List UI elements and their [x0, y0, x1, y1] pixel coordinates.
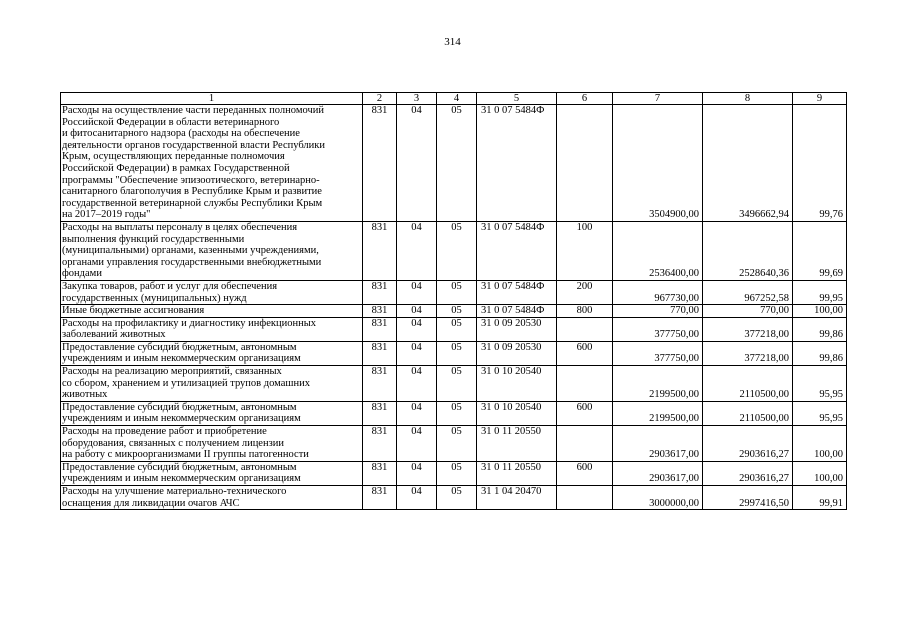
cell-admin-code: 831 [363, 426, 397, 462]
cell-subsection: 05 [437, 486, 477, 510]
cell-executed: 2110500,00 [703, 401, 793, 425]
cell-description [61, 280, 363, 304]
cell-percent: 99,91 [793, 486, 847, 510]
cell-subsection: 05 [437, 461, 477, 485]
description-line: фондами [62, 268, 102, 280]
cell-section: 04 [397, 366, 437, 402]
cell-subsection: 05 [437, 341, 477, 365]
cell-subsection: 05 [437, 317, 477, 341]
page-number: 314 [444, 36, 461, 48]
description-line: выполнения функций государственными [62, 233, 245, 245]
cell-approved: 770,00 [613, 305, 703, 318]
cell-section: 04 [397, 486, 437, 510]
description-line: Крым, осуществляющих переданные полномочия [62, 151, 285, 163]
cell-target-article: 31 0 07 5484Ф [477, 280, 557, 304]
description-line: деятельности органов государственной власти Республики [62, 139, 325, 151]
cell-description [61, 317, 363, 341]
description-line: оснащения для ликвидации очагов АЧС [62, 497, 240, 509]
cell-expense-type: 600 [557, 401, 613, 425]
cell-description [61, 341, 363, 365]
description-line: Расходы на улучшение материально-технического [62, 486, 287, 497]
description-line: Российской Федерации) в рамках Государственной [62, 162, 290, 174]
cell-target-article: 31 1 04 20470 [477, 486, 557, 510]
cell-admin-code: 831 [363, 401, 397, 425]
cell-subsection: 05 [437, 426, 477, 462]
cell-section: 04 [397, 426, 437, 462]
cell-target-article: 31 0 10 20540 [477, 366, 557, 402]
cell-expense-type: 600 [557, 341, 613, 365]
cell-approved: 377750,00 [613, 317, 703, 341]
cell-approved: 3504900,00 [613, 105, 703, 222]
cell-section: 04 [397, 221, 437, 280]
table-row [61, 366, 847, 402]
cell-section: 04 [397, 401, 437, 425]
column-header-9: 9 [793, 93, 847, 105]
cell-approved: 2903617,00 [613, 461, 703, 485]
cell-subsection: 05 [437, 280, 477, 304]
cell-approved: 967730,00 [613, 280, 703, 304]
cell-percent: 99,95 [793, 280, 847, 304]
cell-subsection: 05 [437, 221, 477, 280]
cell-target-article: 31 0 09 20530 [477, 341, 557, 365]
description-line: на 2017–2019 годы" [62, 209, 151, 221]
table-row [61, 426, 847, 462]
description-line: Предоставление субсидий бюджетным, автономным [62, 341, 297, 353]
header-row [61, 93, 847, 105]
cell-section: 04 [397, 305, 437, 318]
cell-expense-type [557, 426, 613, 462]
cell-percent: 99,86 [793, 317, 847, 341]
column-header-2: 2 [363, 93, 397, 105]
description-line: органами управления государственными внебюджетными [62, 256, 322, 268]
cell-subsection: 05 [437, 305, 477, 318]
budget-table [60, 92, 847, 510]
cell-expense-type: 200 [557, 280, 613, 304]
column-header-1: 1 [61, 93, 363, 105]
cell-approved: 2199500,00 [613, 366, 703, 402]
column-header-3: 3 [397, 93, 437, 105]
cell-executed: 2997416,50 [703, 486, 793, 510]
table-row [61, 486, 847, 510]
description-line: учреждениям и иным некоммерческим организациям [62, 353, 301, 365]
description-line: учреждениям и иным некоммерческим организациям [62, 473, 301, 485]
column-header-5: 5 [477, 93, 557, 105]
cell-approved: 2199500,00 [613, 401, 703, 425]
cell-expense-type [557, 486, 613, 510]
description-line: Расходы на проведение работ и приобретение [62, 426, 267, 438]
cell-description [61, 105, 363, 222]
description-line: Предоставление субсидий бюджетным, автономным [62, 461, 297, 473]
cell-section: 04 [397, 280, 437, 304]
description-line: государственной ветеринарной службы Республики Крым [62, 197, 323, 209]
cell-executed: 377218,00 [703, 317, 793, 341]
cell-description [61, 401, 363, 425]
cell-executed: 2528640,36 [703, 221, 793, 280]
description-line: на работу с микроорганизмами II группы патогенности [62, 449, 309, 461]
cell-expense-type: 600 [557, 461, 613, 485]
cell-expense-type [557, 317, 613, 341]
cell-percent: 100,00 [793, 461, 847, 485]
cell-description [61, 366, 363, 402]
cell-admin-code: 831 [363, 486, 397, 510]
table-row [61, 221, 847, 280]
table-row [61, 317, 847, 341]
table-row [61, 461, 847, 485]
column-header-8: 8 [703, 93, 793, 105]
cell-approved: 2903617,00 [613, 426, 703, 462]
cell-executed: 2903616,27 [703, 426, 793, 462]
description-line: Российской Федерации в области ветеринарного [62, 116, 280, 128]
cell-executed: 770,00 [703, 305, 793, 318]
description-line: программы "Обеспечение эпизоотического, ветеринарно- [62, 174, 320, 186]
table-row [61, 105, 847, 222]
cell-percent: 100,00 [793, 426, 847, 462]
description-line: Иные бюджетные ассигнования [62, 305, 205, 317]
description-line: Предоставление субсидий бюджетным, автономным [62, 401, 297, 413]
cell-subsection: 05 [437, 401, 477, 425]
cell-expense-type: 100 [557, 221, 613, 280]
cell-admin-code: 831 [363, 461, 397, 485]
cell-percent: 99,86 [793, 341, 847, 365]
cell-percent: 95,95 [793, 401, 847, 425]
cell-percent: 100,00 [793, 305, 847, 318]
description-line: государственных (муниципальных) нужд [62, 292, 247, 304]
description-line: заболеваний животных [62, 329, 166, 341]
cell-executed: 967252,58 [703, 280, 793, 304]
table-row [61, 341, 847, 365]
cell-target-article: 31 0 09 20530 [477, 317, 557, 341]
column-header-7: 7 [613, 93, 703, 105]
cell-subsection: 05 [437, 105, 477, 222]
cell-expense-type [557, 105, 613, 222]
cell-executed: 3496662,94 [703, 105, 793, 222]
cell-expense-type: 800 [557, 305, 613, 318]
cell-executed: 2903616,27 [703, 461, 793, 485]
cell-target-article: 31 0 07 5484Ф [477, 221, 557, 280]
cell-admin-code: 831 [363, 341, 397, 365]
cell-description [61, 461, 363, 485]
description-line: Расходы на выплаты персоналу в целях обеспечения [62, 221, 298, 233]
description-line: Расходы на реализацию мероприятий, связанных [62, 366, 282, 378]
cell-section: 04 [397, 105, 437, 222]
cell-executed: 2110500,00 [703, 366, 793, 402]
table-row [61, 401, 847, 425]
description-line: Расходы на осуществление части переданных полномочий [62, 105, 324, 116]
cell-description [61, 426, 363, 462]
cell-admin-code: 831 [363, 280, 397, 304]
cell-admin-code: 831 [363, 221, 397, 280]
table-row [61, 305, 847, 318]
cell-percent: 99,76 [793, 105, 847, 222]
description-line: Закупка товаров, работ и услуг для обеспечения [62, 280, 278, 292]
cell-description [61, 486, 363, 510]
cell-admin-code: 831 [363, 366, 397, 402]
cell-executed: 377218,00 [703, 341, 793, 365]
description-line: (муниципальными) органами, казенными учреждениями, [62, 245, 319, 257]
cell-target-article: 31 0 07 5484Ф [477, 305, 557, 318]
cell-approved: 377750,00 [613, 341, 703, 365]
column-header-4: 4 [437, 93, 477, 105]
cell-expense-type [557, 366, 613, 402]
cell-target-article: 31 0 11 20550 [477, 426, 557, 462]
description-line: оборудования, связанных с получением лицензии [62, 437, 284, 449]
cell-approved: 2536400,00 [613, 221, 703, 280]
cell-description [61, 221, 363, 280]
column-header-6: 6 [557, 93, 613, 105]
description-line: учреждениям и иным некоммерческим организациям [62, 413, 301, 425]
cell-percent: 95,95 [793, 366, 847, 402]
description-line: санитарного благополучия в Республике Крым и развитие [62, 186, 322, 198]
cell-admin-code: 831 [363, 317, 397, 341]
description-line: и фитосанитарного надзора (расходы на обеспечение [62, 128, 300, 140]
cell-approved: 3000000,00 [613, 486, 703, 510]
cell-section: 04 [397, 461, 437, 485]
cell-section: 04 [397, 317, 437, 341]
description-line: со сбором, хранением и утилизацией трупов домашних [62, 377, 310, 389]
cell-subsection: 05 [437, 366, 477, 402]
cell-target-article: 31 0 10 20540 [477, 401, 557, 425]
cell-target-article: 31 0 11 20550 [477, 461, 557, 485]
description-line: животных [62, 389, 108, 401]
cell-target-article: 31 0 07 5484Ф [477, 105, 557, 222]
cell-percent: 99,69 [793, 221, 847, 280]
cell-description [61, 305, 363, 318]
cell-admin-code: 831 [363, 105, 397, 222]
cell-admin-code: 831 [363, 305, 397, 318]
description-line: Расходы на профилактику и диагностику инфекционных [62, 317, 317, 329]
table-row [61, 280, 847, 304]
cell-section: 04 [397, 341, 437, 365]
